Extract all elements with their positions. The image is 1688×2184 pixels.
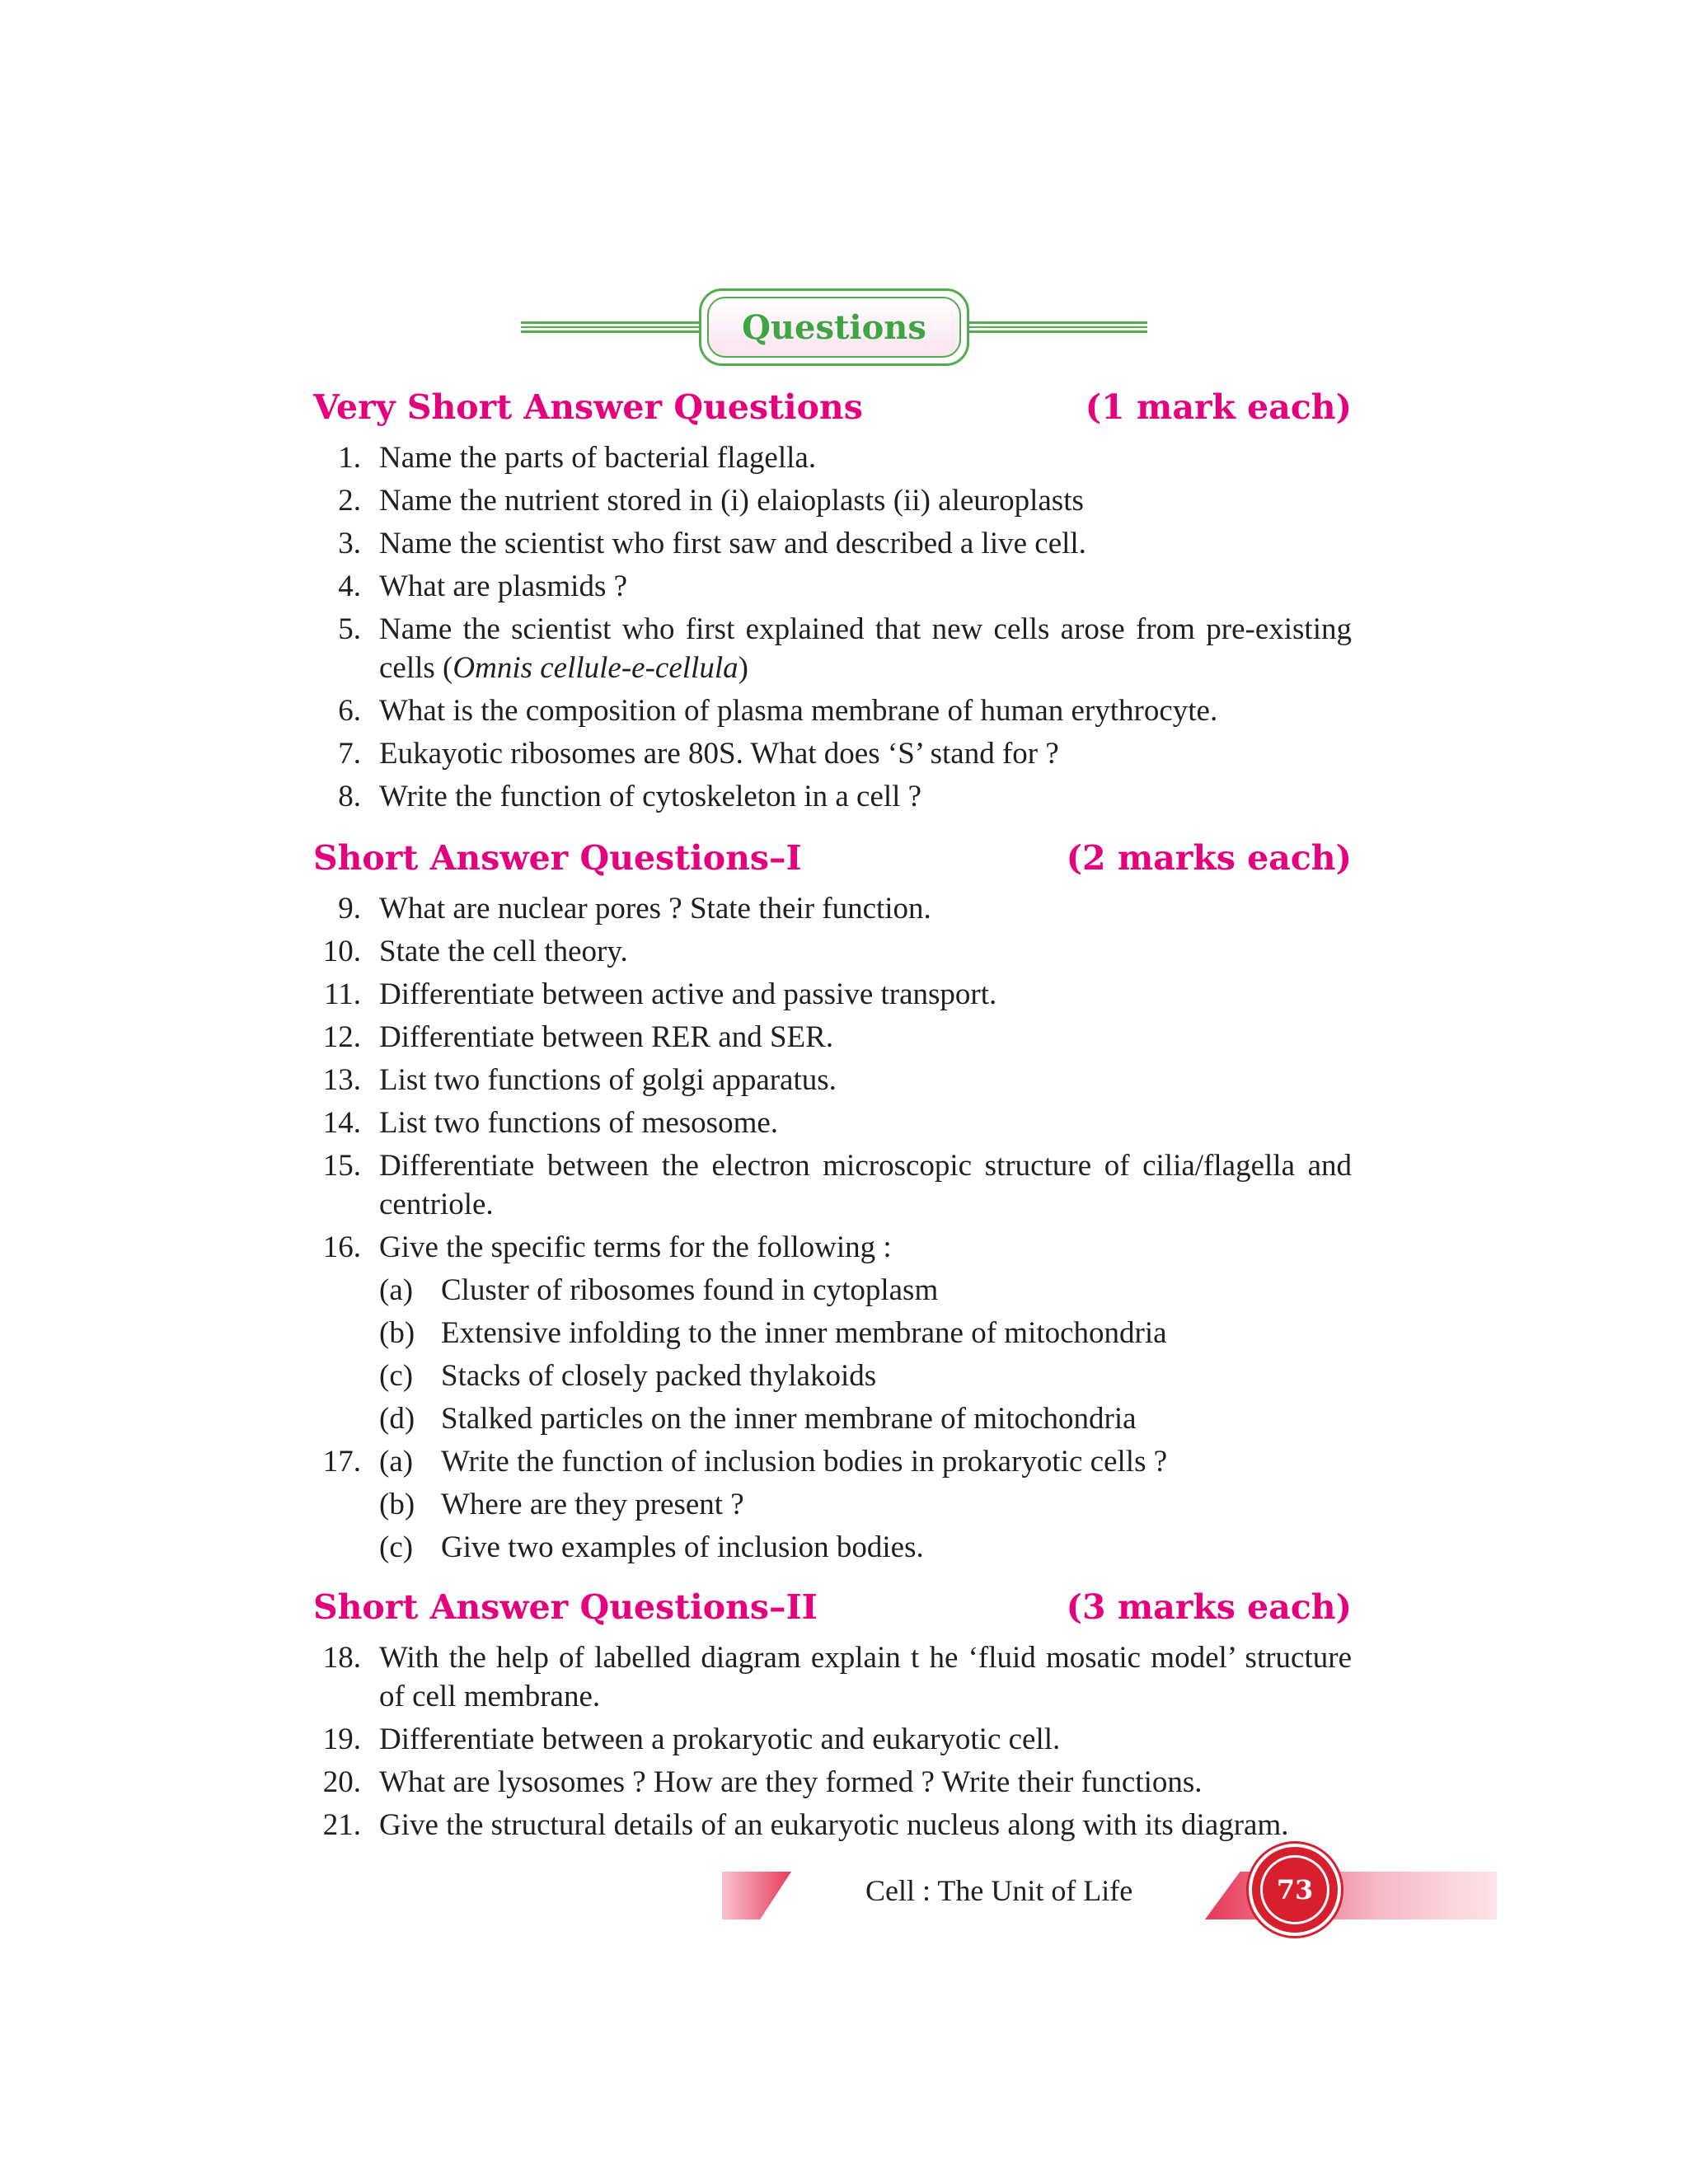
- question-21: [0, 1808, 1688, 1843]
- section-heading-very-short: [313, 384, 1352, 430]
- sub-item-text: Stacks of closely packed thylakoids: [441, 1359, 877, 1393]
- section-title: Short Answer Questions–I: [313, 838, 802, 878]
- question-text: What is the composition of plasma membrane of human erythrocyte.: [379, 694, 1218, 728]
- section-marks: (3 marks each): [1066, 1587, 1352, 1627]
- section-title: Short Answer Questions–II: [313, 1587, 818, 1627]
- page-number: 73: [1260, 1855, 1329, 1924]
- sub-item-text: Stalked particles on the inner membrane of mitochondria: [441, 1402, 1137, 1436]
- question-number: 2.: [338, 484, 361, 518]
- question-text: List two functions of mesosome.: [379, 1106, 779, 1140]
- badge-frame: [699, 288, 969, 366]
- question-15-continued: [0, 1188, 1688, 1222]
- question-number: 7.: [338, 737, 361, 771]
- sub-item-label: (a): [379, 1273, 414, 1307]
- sub-item-label: (c): [379, 1530, 414, 1564]
- question-7: [0, 737, 1688, 771]
- question-19: [0, 1722, 1688, 1757]
- question-4: [0, 569, 1688, 604]
- question-number: 20.: [322, 1765, 361, 1799]
- question-1: [0, 441, 1688, 476]
- question-number: 10.: [322, 935, 361, 968]
- question-text: Differentiate between the electron microscopic structure of cilia/flagella and: [379, 1149, 1352, 1183]
- question-16-d: [0, 1402, 1688, 1436]
- question-number: 1.: [338, 441, 361, 475]
- question-text-continued: centriole.: [379, 1188, 494, 1221]
- question-5: [0, 612, 1688, 647]
- question-number: 15.: [322, 1149, 361, 1183]
- question-text: What are nuclear pores ? State their function.: [379, 892, 931, 926]
- question-2: [0, 484, 1688, 518]
- question-14: [0, 1106, 1688, 1141]
- sub-item-label: (b): [379, 1316, 415, 1350]
- question-number: 16.: [322, 1230, 361, 1264]
- question-text: With the help of labelled diagram explain t he ‘fluid mosatic model’ structure: [379, 1641, 1352, 1675]
- question-10: [0, 935, 1688, 969]
- question-8: [0, 780, 1688, 814]
- question-17-a: [0, 1445, 1688, 1479]
- section-title: Very Short Answer Questions: [313, 387, 863, 427]
- question-13: [0, 1063, 1688, 1098]
- question-text: Name the scientist who first explained that new cells arose from pre-existing: [379, 612, 1352, 646]
- question-11: [0, 977, 1688, 1012]
- question-9: [0, 892, 1688, 926]
- question-12: [0, 1020, 1688, 1055]
- question-text: Differentiate between RER and SER.: [379, 1020, 834, 1054]
- badge-rule-left: [521, 321, 702, 333]
- question-18: [0, 1641, 1688, 1675]
- question-number: 13.: [322, 1063, 361, 1097]
- question-number: 8.: [338, 780, 361, 813]
- section-heading-short-i: [313, 835, 1352, 881]
- question-16: [0, 1230, 1688, 1265]
- sub-item-label: (c): [379, 1359, 414, 1393]
- question-17-c: [0, 1530, 1688, 1565]
- question-number: 11.: [324, 977, 361, 1011]
- footer-chapter-title: Cell : The Unit of Life: [865, 1874, 1133, 1907]
- question-number: 3.: [338, 527, 361, 560]
- sub-item-label: (d): [379, 1402, 415, 1436]
- question-text-continued: cells (Omnis cellule-e-cellula): [379, 651, 748, 685]
- question-number: 18.: [322, 1641, 361, 1675]
- question-17-b: [0, 1488, 1688, 1522]
- question-15: [0, 1149, 1688, 1183]
- sub-item-text: Cluster of ribosomes found in cytoplasm: [441, 1273, 939, 1307]
- page-number-badge: [1249, 1844, 1341, 1936]
- footer-accent-left: [722, 1872, 791, 1919]
- question-number: 6.: [338, 694, 361, 728]
- section-marks: (1 mark each): [1085, 387, 1352, 427]
- question-text: State the cell theory.: [379, 935, 628, 968]
- question-text: What are lysosomes ? How are they formed ? Write their functions.: [379, 1765, 1203, 1799]
- sub-item-text: Give two examples of inclusion bodies.: [441, 1530, 924, 1564]
- question-16-b: [0, 1316, 1688, 1351]
- question-number: 17.: [322, 1445, 361, 1479]
- question-text: Give the specific terms for the following :: [379, 1230, 892, 1264]
- sub-item-text: Extensive infolding to the inner membrane of mitochondria: [441, 1316, 1167, 1350]
- question-18-continued: [0, 1680, 1688, 1714]
- question-text: Differentiate between a prokaryotic and eukaryotic cell.: [379, 1722, 1061, 1756]
- question-5-continued: [0, 651, 1688, 686]
- question-number: 4.: [338, 569, 361, 603]
- section-heading-short-ii: [313, 1584, 1352, 1630]
- question-text: Write the function of cytoskeleton in a cell ?: [379, 780, 922, 813]
- sub-item-text: Write the function of inclusion bodies in prokaryotic cells ?: [441, 1445, 1168, 1479]
- badge-rule-right: [966, 321, 1147, 333]
- question-text: List two functions of golgi apparatus.: [379, 1063, 837, 1097]
- question-number: 9.: [338, 892, 361, 926]
- question-3: [0, 527, 1688, 561]
- question-text-continued: of cell membrane.: [379, 1680, 601, 1713]
- question-text: Differentiate between active and passive transport.: [379, 977, 997, 1011]
- sub-item-label: (a): [379, 1445, 414, 1479]
- question-text: Give the structural details of an eukaryotic nucleus along with its diagram.: [379, 1808, 1289, 1842]
- question-text: Eukayotic ribosomes are 80S. What does ‘S’ stand for ?: [379, 737, 1059, 771]
- questions-badge: [521, 288, 1147, 366]
- question-text: Name the scientist who first saw and described a live cell.: [379, 527, 1086, 560]
- question-number: 5.: [338, 612, 361, 646]
- question-20: [0, 1765, 1688, 1800]
- question-text: Name the nutrient stored in (i) elaioplasts (ii) aleuroplasts: [379, 484, 1084, 518]
- question-number: 12.: [322, 1020, 361, 1054]
- sub-item-label: (b): [379, 1488, 415, 1521]
- question-16-c: [0, 1359, 1688, 1394]
- section-marks: (2 marks each): [1066, 838, 1352, 878]
- question-6: [0, 694, 1688, 729]
- question-text: What are plasmids ?: [379, 569, 628, 603]
- question-16-a: [0, 1273, 1688, 1308]
- question-number: 14.: [322, 1106, 361, 1140]
- question-number: 19.: [322, 1722, 361, 1756]
- sub-item-text: Where are they present ?: [441, 1488, 744, 1521]
- question-number: 21.: [322, 1808, 361, 1842]
- page-title: Questions: [707, 297, 961, 358]
- question-text: Name the parts of bacterial flagella.: [379, 441, 817, 475]
